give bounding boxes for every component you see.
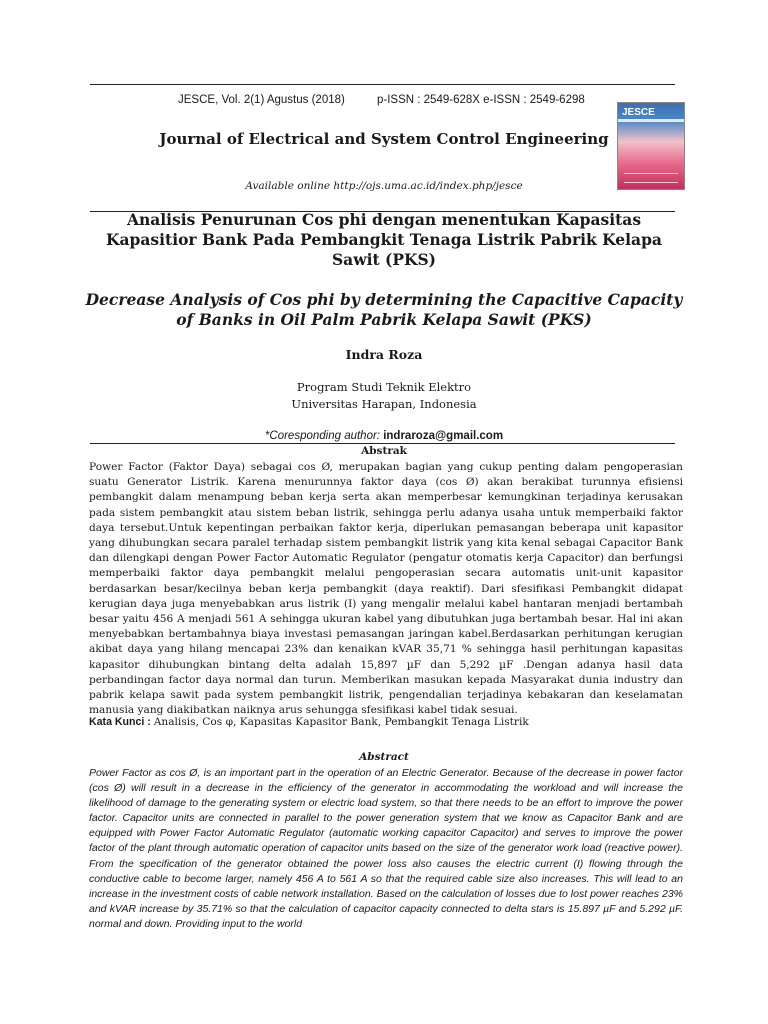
article-title-english: Decrease Analysis of Cos phi by determining the Capacitive Capacity of Banks in Oil Palm Pabrik Kelapa Sawit (PKS) <box>85 290 683 329</box>
top-rule <box>90 84 675 85</box>
abstrak-body: Power Factor (Faktor Daya) sebagai cos Ø, merupakan bagian yang cukup penting dalam pengoperasian suatu Generator Listrik. Karena menurunnya faktor daya (cos Ø) akan berakibat turunnya efisiensi pembangkit dalam menampung beban kerja serta akan memperbesar kemungkinan terjadinya kerusakan pada sistem pembangkit atau sistem beban listrik, sehingga perlu adanya usaha untuk memperbaiki faktor daya tersebut.Untuk kepentingan perbaikan faktor kerja, diperlukan pemasangan beberapa unit kapasitor yang dihubungkan secara paralel terhadap sistem pembangkit listrik yang kita kenal sebagai Capacitor Bank dan dilengkapi dengan Power Factor Automatic Regulator (pengatur otomatis kerja Capacitor) dan berfungsi memperbaiki faktor daya pembangkit melalui pengoperasian secara automatis unit-unit kapasitor berdasarkan besar/kecilnya beban kerja pembangkit (daya reaktif). Dari sfesifikasi Pembangkit didapat kerugian daya juga menyebabkan arus listrik (I) yang mengalir melalui kabel hantaran menjadi bertambah besar yaitu 456 A menjadi 561 A sehingga ukuran kabel yang dibutuhkan juga bertambah besar. Hal ini akan menyebabkan bertambahnya biaya investasi pemasangan jaringan kabel.Berdasarkan perhitungan kerugian akibat daya yang hilang mencapai 23% dan kenaikan kVAR 35,71 % sehingga hasil perhitungan kapasitas kapasitor dihubungkan bintang delta adalah 15,897 µF dan 5,292 µF .Dengan adanya hasil data perbandingan factor daya normal dan turun. Memberikan masukan kepada Masyarakat dunia industry dan pabrik kelapa sawit pada system pembangkit listrik, pengendalian terjadinya kebakaran dan keselamatan manusia yang diakibatkan naiknya arus sehungga sfesifikasi kabel tidak sesuai. <box>89 461 683 717</box>
corresponding-email: indraroza@gmail.com <box>383 430 504 442</box>
issn-line: p-ISSN : 2549-628X e-ISSN : 2549-6298 <box>377 94 585 106</box>
journal-issue: JESCE, Vol. 2(1) Agustus (2018) <box>178 94 345 106</box>
author-name: Indra Roza <box>345 347 423 362</box>
abstrak-heading: Abstrak <box>361 445 407 457</box>
affiliation-department: Program Studi Teknik Elektro <box>296 380 472 394</box>
cover-decoration <box>624 173 678 183</box>
cover-strip <box>618 119 684 122</box>
article-title-indonesian: Analisis Penurunan Cos phi dengan menentukan Kapasitas Kapasitior Bank Pada Pembangkit Tenaga Listrik Pabrik Kelapa Sawit (PKS) <box>106 210 662 269</box>
affiliation-university: Universitas Harapan, Indonesia <box>291 397 477 411</box>
journal-name: Journal of Electrical and System Control Engineering <box>159 130 609 148</box>
keywords-value: Analisis, Cos φ, Kapasitas Kapasitor Bank, Pembangkit Tenaga Listrik <box>153 716 529 728</box>
abstract-rule <box>90 443 675 444</box>
journal-cover-image <box>617 102 685 190</box>
corresponding-author <box>0 428 768 442</box>
keywords-label: Kata Kunci : <box>89 716 154 728</box>
abstract-heading: Abstract <box>359 751 409 763</box>
available-online: Available online http://ojs.uma.ac.id/index.php/jesce <box>245 180 523 192</box>
keywords <box>89 716 683 728</box>
author-affiliation <box>0 379 768 413</box>
corresponding-label: *Coresponding author: <box>264 430 384 442</box>
cover-label: JESCE <box>622 107 655 118</box>
abstract-body: Power Factor as cos Ø, is an important part in the operation of an Electric Generator. Because of the decrease in power factor (cos Ø) will result in a decrease in the efficiency of the generator in accommodating the workload and will increase the likelihood of damage to the generating system or electric load system, so that there needs to be an effort to improve the power factor. Capacitor units are connected in parallel to the power generation system that we know as Capacitor Bank and are equipped with Power Factor Automatic Regulator (automatic working capacitor Capacitor) and serves to improve the power factor of the plant through automatic operation of capacitor units based on the size of the generator work load (reactive power). From the specification of the generator obtained the power loss also causes the electric current (I) flowing through the conductive cable to become larger, namely 456 A to 561 A so that the required cable size also increases. This will lead to an increase in the investment costs of cable network installation. Based on the calculation of losses due to lost power reaches 23% and kVAR increase by 35.71% so that the calculation of capacitor capacity connected to delta stars is 15.897 µF and 5.292 µF. normal and down. Providing input to the world <box>89 767 683 930</box>
